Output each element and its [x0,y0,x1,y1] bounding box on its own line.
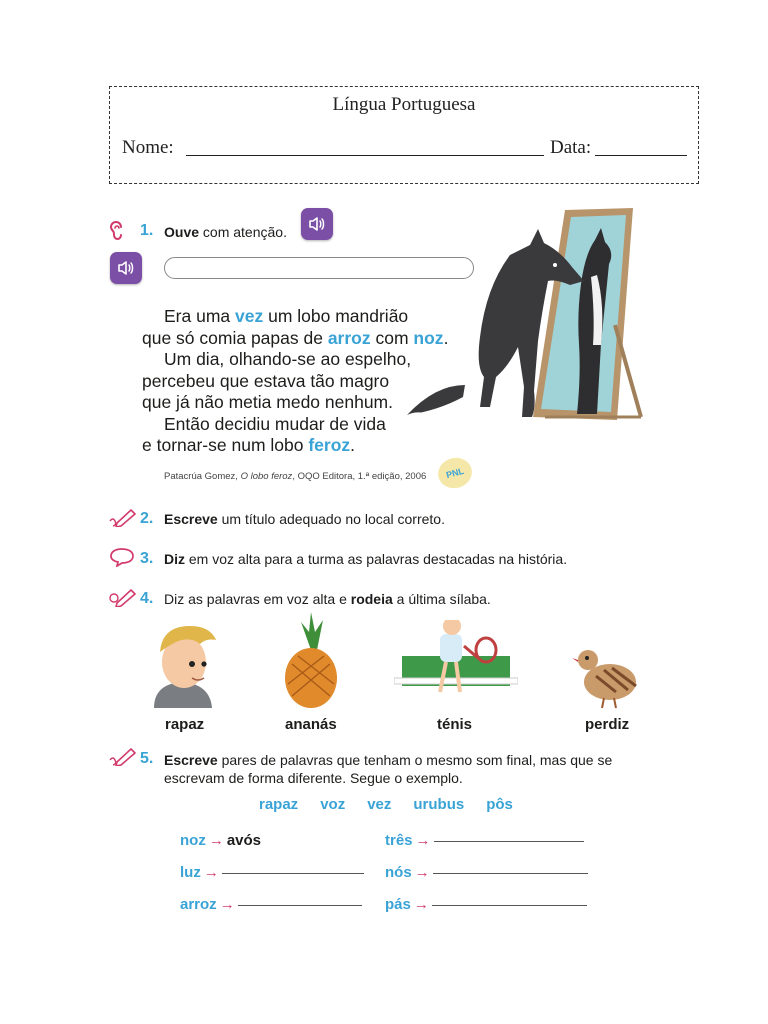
exercise-4-instruction: Diz as palavras em voz alta e rodeia a última sílaba. [164,591,491,607]
pair-answer: avós [226,832,262,849]
header-box [109,86,699,184]
arrow-right-icon: → [413,896,429,913]
story-text-segment: . [350,435,356,455]
word-perdiz: perdiz [585,716,630,733]
pencil-icon [109,746,137,766]
exercise-1-number: 1. [140,222,154,239]
story-text-segment: Um dia, olhando-se ao espelho, [164,349,412,369]
arrow-right-icon: → [415,832,431,849]
answer-blank[interactable] [432,904,587,906]
word-ananas: ananás [285,716,337,733]
partridge-illustration [572,640,644,710]
exercise-5-number: 5. [140,750,154,767]
story-text-segment: com [370,327,414,348]
pnl-badge: PNL [435,454,476,492]
answer-blank[interactable] [433,872,588,874]
arrow-right-icon: → [219,896,235,913]
audio-button-2[interactable] [110,252,142,284]
highlighted-word: feroz [308,435,351,455]
word-bank [259,796,535,814]
highlighted-word: vez [235,306,264,326]
word-rapaz: rapaz [165,716,205,733]
story-line [142,435,472,457]
wolf-mirror-illustration [405,205,645,430]
arrow-right-icon: → [203,864,219,881]
exercise-1-rest: com atenção. [199,224,287,240]
story-text-segment: Era uma [164,306,235,326]
story-text-segment: um lobo mandrião [263,306,409,326]
exercise-3-instruction: Diz em voz alta para a turma as palavras destacadas na história. [164,551,568,567]
story-text-segment: e tornar-se num lobo [142,435,309,455]
highlighted-word: arroz [327,327,371,348]
story-text-segment: que já não metia medo nenhum. [142,392,393,412]
exercise-3-number: 3. [140,550,154,567]
exercise-4-number: 4. [140,590,154,607]
date-label: Data: [550,137,592,158]
audio-button-1[interactable] [301,208,333,240]
speaker-icon [308,216,326,232]
answer-blank[interactable] [434,840,584,842]
pair-row: noz → avós [180,832,262,849]
highlighted-word: noz [413,327,444,348]
pencil-circle-icon [109,587,137,607]
bank-word: urubus [413,796,465,813]
exercise-5-instruction: Escreve pares de palavras que tenham o mesmo som final, mas que se escrevam de forma diferente. Segue o exemplo. [164,752,613,786]
name-field[interactable] [186,155,544,156]
bank-word: pôs [486,796,513,813]
ear-icon [108,220,126,242]
answer-blank[interactable] [238,904,362,906]
story-text-segment: percebeu que estava tão magro [142,370,390,391]
story-source: Patacrúa Gomez, O lobo feroz, OQO Editora, 1.ª edição, 2006 [164,471,427,482]
pair-row: nós → [385,864,588,881]
arrow-right-icon: → [208,832,224,849]
pair-row: pás → [385,896,587,913]
pencil-icon [109,507,137,527]
word-tenis: ténis [437,716,473,733]
bank-word: rapaz [259,796,299,813]
answer-blank[interactable] [222,872,364,874]
date-field[interactable] [595,155,687,156]
speaker-icon [117,260,135,276]
name-label: Nome: [122,137,174,158]
story-text-segment: que só comia papas de [142,327,328,348]
bank-word: voz [320,796,346,813]
exercise-2-instruction: Escreve um título adequado no local correto. [164,511,445,527]
speech-bubble-icon [109,547,135,567]
pair-row: luz → [180,864,364,881]
exercise-1-verb: Ouve [164,224,200,240]
pair-row: três → [385,832,584,849]
story-text-segment: . [443,327,449,348]
boy-illustration [150,622,216,708]
exercise-2-number: 2. [140,510,154,527]
subject-title: Língua Portuguesa [332,94,476,115]
bank-word: vez [367,796,392,813]
story-text-segment: Então decidiu mudar de vida [164,413,386,434]
tennis-illustration [394,612,518,704]
arrow-right-icon: → [414,864,430,881]
pineapple-illustration [282,612,340,708]
pair-row: arroz → [180,896,362,913]
exercise-1-instruction [164,224,287,240]
